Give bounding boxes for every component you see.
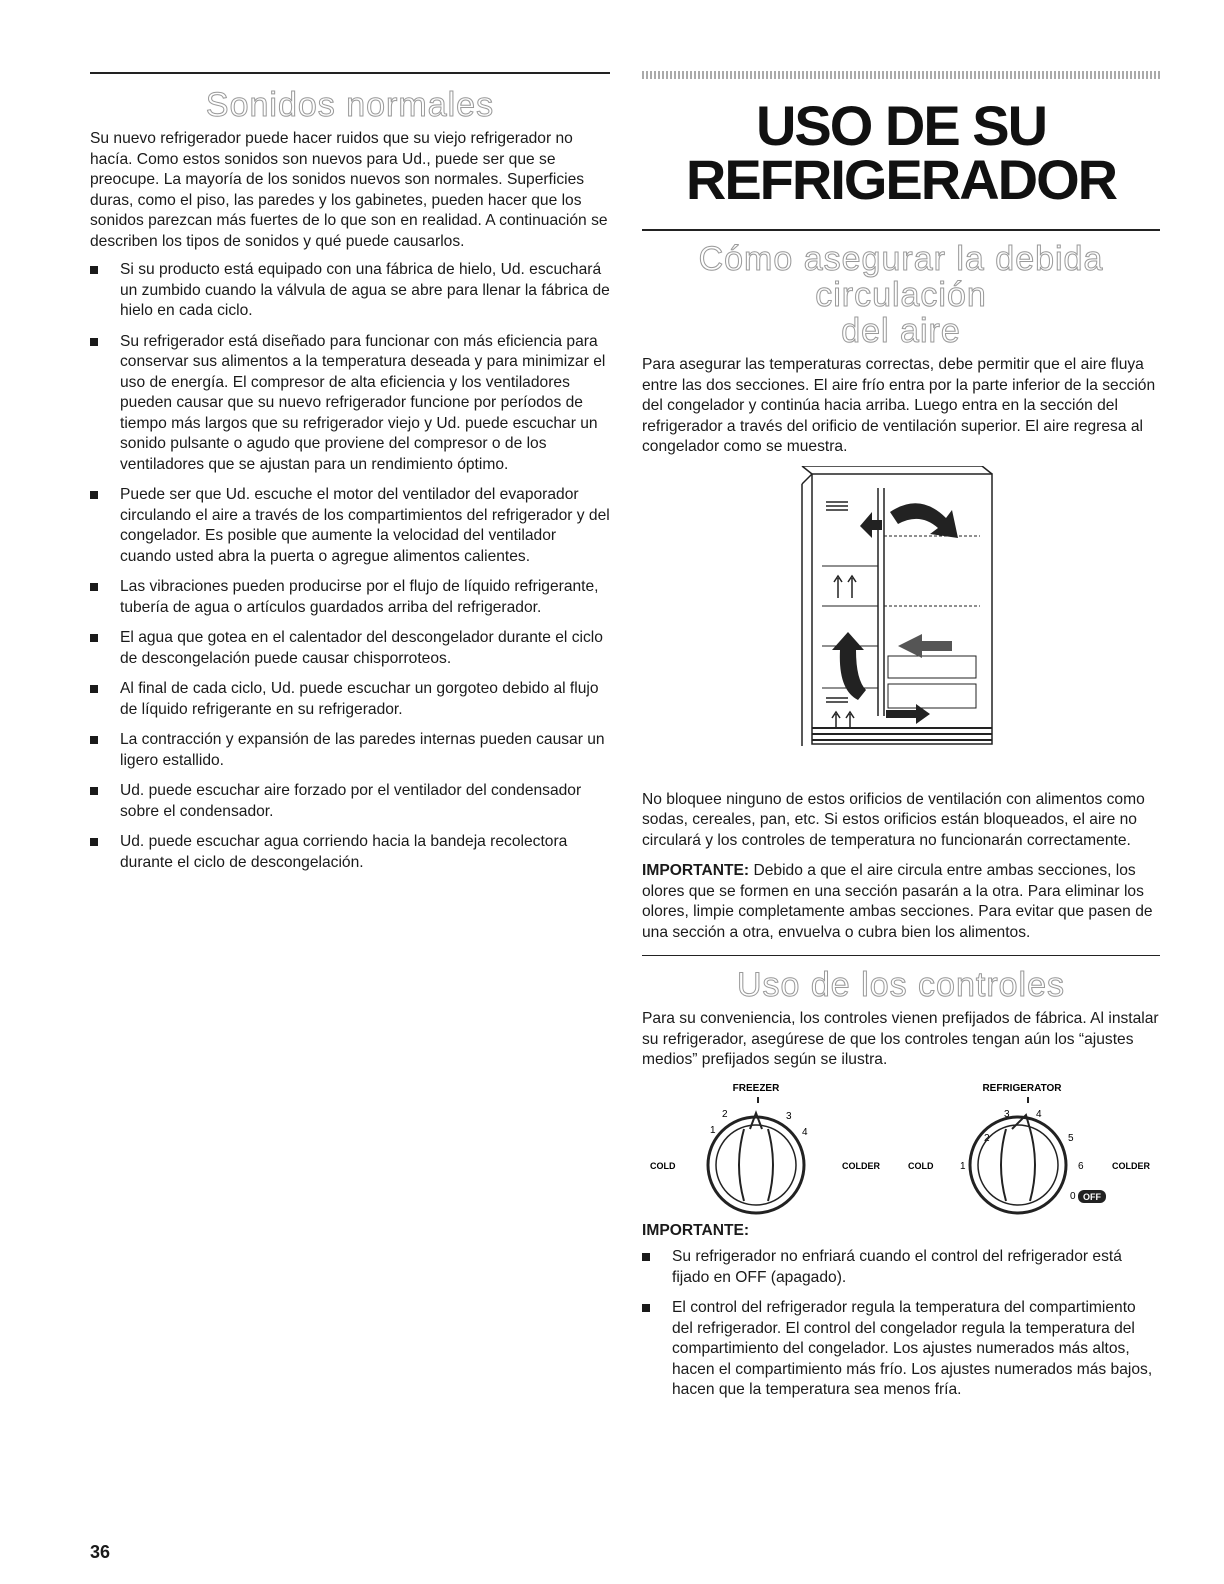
normal-sounds-intro: Su nuevo refrigerador puede hacer ruidos que su viejo refrigerador no hacía. Como estos sonidos son nuevos para Ud., puede ser que se preocupe. La mayoría de los sonidos nuevos son normales. Superficies duras, como el piso, las paredes y los gabinetes, pueden hacer que los sonidos parezcan más fuertes de lo que son en realidad. A continuación se describen los tipos de sonidos y qué puede causarlos. [90,130,608,250]
refrigerator-dial [908,1083,1151,1213]
svg-text:COLDER: COLDER [842,1160,880,1171]
bullet-icon [90,338,98,346]
bullet-icon [90,736,98,744]
top-rule [90,72,610,74]
svg-text:FREEZER: FREEZER [732,1082,780,1094]
svg-text:5: 5 [1068,1132,1074,1144]
svg-text:COLDER: COLDER [1112,1160,1150,1171]
svg-text:REFRIGERATOR: REFRIGERATOR [982,1082,1062,1094]
freezer-dial [650,1083,881,1213]
block-warning-text: No bloquee ninguno de estos orificios de ventilación con alimentos como sodas, cereales, pan, etc. Si estos orificios están bloqueados, el aire no circulará y los controles de temperatura no funcionarán correctamente. [642,790,1145,849]
list-item: Las vibraciones pueden producirse por el flujo de líquido refrigerante, tubería de agua o artículos guardados arriba del refrigerador. [90,577,610,618]
left-column [90,0,610,883]
svg-text:3: 3 [1004,1108,1010,1120]
important-label: IMPORTANTE: [642,862,750,879]
bullet-icon [90,685,98,693]
air-circulation-text: Para asegurar las temperaturas correctas, debe permitir que el aire fluya entre las dos secciones. El aire frío entra por la parte inferior de la sección del congelador y continúa hacia arriba. Luego entra en la sección del refrigerador a través del orificio de ventilación superior. El aire regresa al congelador como se muestra. [642,356,1156,455]
list-item: Su refrigerador está diseñado para funcionar con más eficiencia para conservar sus alimentos a la temperatura deseada y para minimizar el uso de energía. El compresor de alta eficiencia y los ventiladores pueden causar que su nuevo refrigerador funcione por períodos de tiempo más largos que su refrigerador viejo y Ud. puede escuchar un sonido pulsante o agudo que proviene del compresor o de los ventiladores que se ajustan para un rendimiento óptimo. [90,332,610,476]
list-item: Si su producto está equipado con una fábrica de hielo, Ud. escuchará un zumbido cuando la válvula de agua se abre para llenar la fábrica de hielo en cada ciclo. [90,260,610,322]
bullet-icon [642,1304,650,1312]
list-item: El agua que gotea en el calentador del descongelador durante el ciclo de descongelación puede causar chisporroteos. [90,628,610,669]
sounds-list [90,260,610,873]
svg-text:3: 3 [786,1110,792,1122]
page-title [642,94,1160,211]
svg-text:1: 1 [710,1124,716,1136]
list-item: Ud. puede escuchar agua corriendo hacia la bandeja recolectora durante el ciclo de descongelación. [90,832,610,873]
important-note [642,861,1160,943]
normal-sounds-heading: Sonidos normales [205,86,495,124]
bullet-icon [90,583,98,591]
svg-text:COLD: COLD [908,1160,934,1171]
svg-text:6: 6 [1078,1160,1084,1172]
list-item: La contracción y expansión de las paredes internas pueden causar un ligero estallido. [90,730,610,771]
bullet-icon [642,1253,650,1261]
air-circulation-heading: Cómo asegurar la debida circulación del aire [698,240,1104,350]
svg-text:OFF: OFF [1083,1191,1101,1202]
decorative-top-band [642,71,1160,79]
bullet-icon [90,634,98,642]
list-item: Ud. puede escuchar aire forzado por el ventilador del condensador sobre el condensador. [90,781,610,822]
bullet-icon [90,787,98,795]
controls-text: Para su conveniencia, los controles vienen prefijados de fábrica. Al instalar su refrigerador, asegúrese de que los controles tengan aún los “ajustes medios” prefijados según se ilustra. [642,1010,1159,1068]
list-item: El control del refrigerador regula la temperatura del compartimiento del refrigerador. El control del congelador regula la temperatura del compartimiento del congelador. Los ajustes numerados más altos, hacen el compartimiento más frío. Los ajustes numerados más bajos, hacen que la temperatura sea menos fría. [642,1298,1160,1401]
list-item: Al final de cada ciclo, Ud. puede escuchar un gorgoteo debido al flujo de líquido refrigerante en su refrigerador. [90,679,610,720]
svg-text:COLD: COLD [650,1160,676,1171]
page-title-line2: REFRIGERADOR [685,148,1117,211]
list-item: Puede ser que Ud. escuche el motor del ventilador del evaporador circulando el aire a través de los compartimientos del refrigerador y del congelador. Es posible que aumente la velocidad del ventilador cuando usted abra la puerta o agregue alimentos calientes. [90,485,610,567]
svg-text:4: 4 [1036,1108,1042,1120]
svg-text:4: 4 [802,1126,808,1138]
svg-text:2: 2 [722,1108,728,1120]
important-text: Debido a que el aire circula entre ambas secciones, los olores que se formen en una sección pasarán a la otra. Para eliminar los olores, limpie completamente ambas secciones. Para evitar que pasen de una sección a otra, envuelva o cubra bien los alimentos. [642,862,1153,941]
section-rule [642,229,1160,231]
important-label-2: IMPORTANTE: [642,1221,750,1239]
right-column [642,0,1160,1411]
page-title-line1: USO DE SU [755,94,1047,157]
svg-text:0: 0 [1070,1190,1076,1202]
page-number: 36 [90,1542,111,1562]
controls-list [642,1247,1160,1401]
section-rule [642,955,1160,956]
airflow-illustration [642,466,1160,766]
svg-text:2: 2 [984,1132,990,1144]
bullet-icon [90,838,98,846]
svg-text:1: 1 [960,1160,966,1172]
bullet-icon [90,266,98,274]
bullet-icon [90,491,98,499]
list-item: Su refrigerador no enfriará cuando el control del refrigerador está fijado en OFF (apagado). [642,1247,1160,1288]
controls-heading: Uso de los controles [736,966,1066,1004]
controls-dials-illustration [642,1077,1160,1217]
